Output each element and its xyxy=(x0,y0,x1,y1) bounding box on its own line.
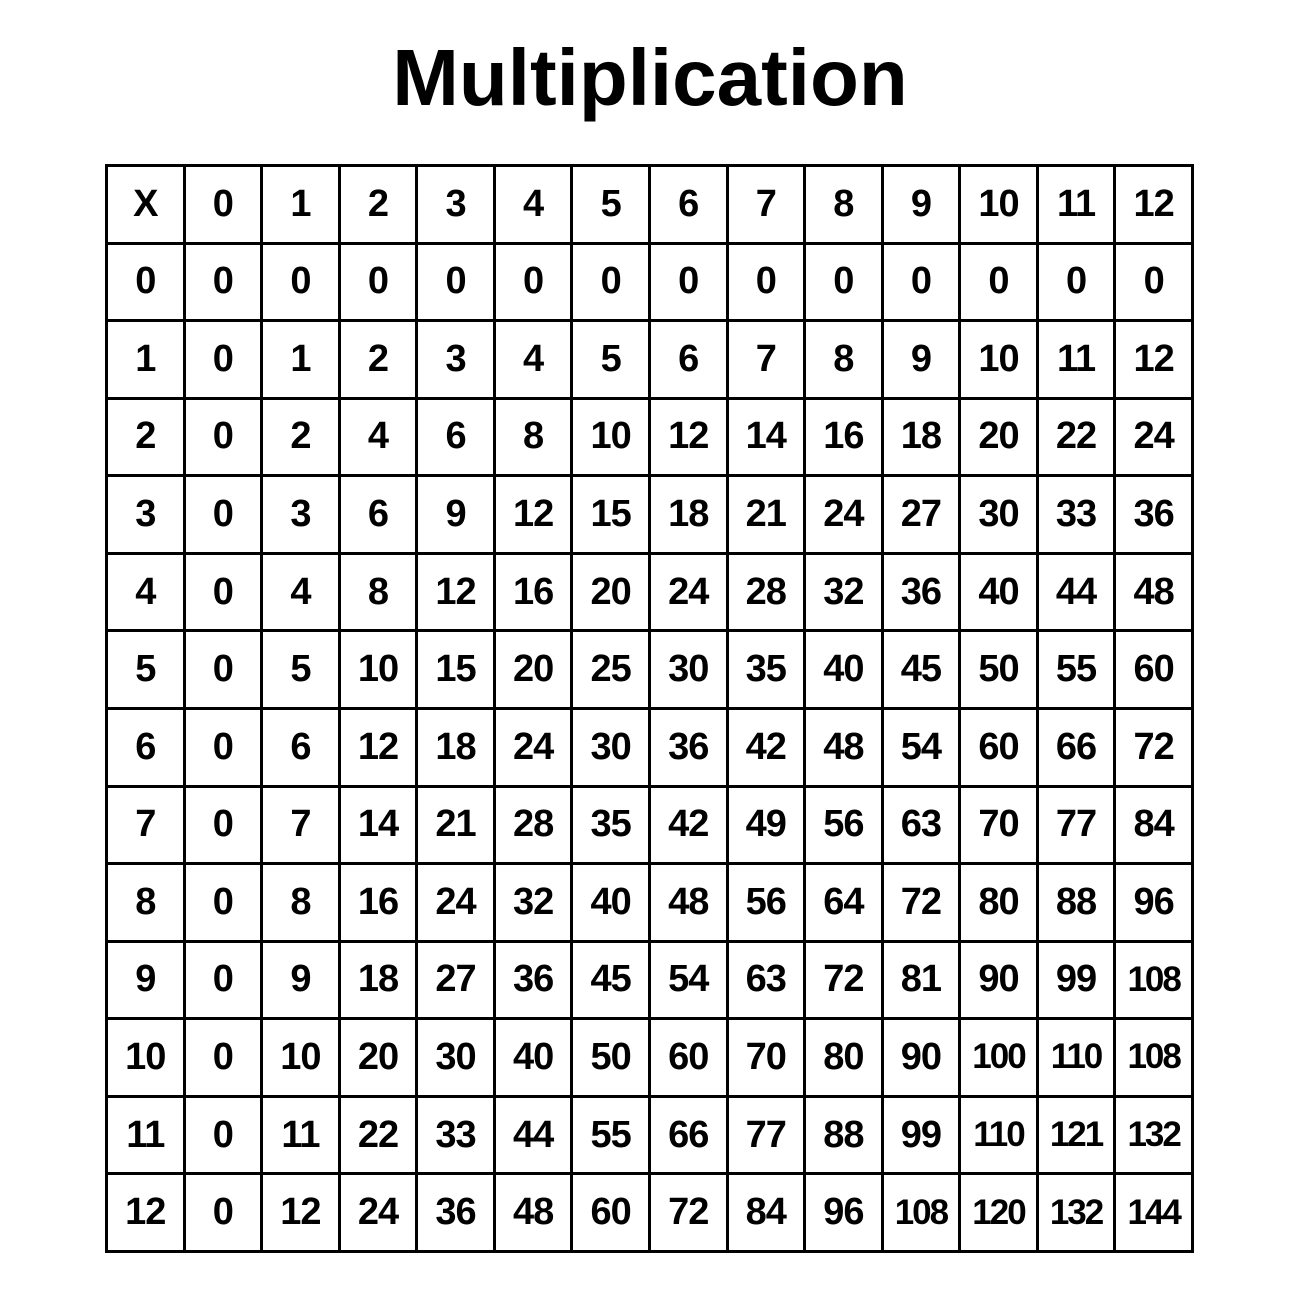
table-cell: 132 xyxy=(1115,1096,1193,1174)
table-cell: 63 xyxy=(882,786,960,864)
table-cell: 99 xyxy=(882,1096,960,1174)
table-cell: 0 xyxy=(960,243,1038,321)
table-cell: 35 xyxy=(727,631,805,709)
table-cell: 18 xyxy=(339,941,417,1019)
table-cell: 50 xyxy=(960,631,1038,709)
table-cell: 28 xyxy=(494,786,572,864)
table-cell: 33 xyxy=(1037,476,1115,554)
table-cell: 6 xyxy=(417,398,495,476)
table-cell: 36 xyxy=(494,941,572,1019)
table-cell: 49 xyxy=(727,786,805,864)
table-cell: 27 xyxy=(882,476,960,554)
table-cell: 0 xyxy=(184,398,262,476)
table-cell: 0 xyxy=(1037,243,1115,321)
table-cell: 0 xyxy=(727,243,805,321)
column-header-cell: 2 xyxy=(339,166,417,244)
row-header-cell: 8 xyxy=(107,864,185,942)
table-cell: 30 xyxy=(649,631,727,709)
table-cell: 72 xyxy=(805,941,883,1019)
table-cell: 96 xyxy=(1115,864,1193,942)
table-cell: 72 xyxy=(882,864,960,942)
table-cell: 99 xyxy=(1037,941,1115,1019)
table-cell: 9 xyxy=(882,321,960,399)
table-cell: 36 xyxy=(1115,476,1193,554)
table-cell: 12 xyxy=(339,708,417,786)
table-cell: 0 xyxy=(805,243,883,321)
table-cell: 110 xyxy=(1037,1019,1115,1097)
table-cell: 11 xyxy=(1037,321,1115,399)
table-row xyxy=(107,243,1193,321)
table-cell: 10 xyxy=(572,398,650,476)
table-cell: 0 xyxy=(184,243,262,321)
row-header-cell: 7 xyxy=(107,786,185,864)
table-cell: 0 xyxy=(184,321,262,399)
table-cell: 5 xyxy=(262,631,340,709)
table-cell: 60 xyxy=(960,708,1038,786)
table-cell: 16 xyxy=(805,398,883,476)
table-cell: 48 xyxy=(494,1174,572,1252)
table-cell: 10 xyxy=(339,631,417,709)
table-cell: 28 xyxy=(727,553,805,631)
table-cell: 4 xyxy=(494,321,572,399)
table-cell: 48 xyxy=(649,864,727,942)
table-cell: 24 xyxy=(805,476,883,554)
table-cell: 88 xyxy=(1037,864,1115,942)
table-cell: 16 xyxy=(339,864,417,942)
header-row xyxy=(107,166,1193,244)
table-cell: 21 xyxy=(727,476,805,554)
column-header-cell: 3 xyxy=(417,166,495,244)
table-cell: 8 xyxy=(805,321,883,399)
table-cell: 63 xyxy=(727,941,805,1019)
table-cell: 30 xyxy=(960,476,1038,554)
table-cell: 132 xyxy=(1037,1174,1115,1252)
table-cell: 55 xyxy=(572,1096,650,1174)
table-cell: 0 xyxy=(184,1096,262,1174)
column-header-cell: 10 xyxy=(960,166,1038,244)
table-cell: 8 xyxy=(339,553,417,631)
table-row xyxy=(107,864,1193,942)
table-cell: 0 xyxy=(649,243,727,321)
table-cell: 0 xyxy=(184,1174,262,1252)
table-cell: 44 xyxy=(1037,553,1115,631)
table-cell: 32 xyxy=(805,553,883,631)
table-cell: 0 xyxy=(262,243,340,321)
column-header-cell: 1 xyxy=(262,166,340,244)
table-cell: 36 xyxy=(882,553,960,631)
table-cell: 64 xyxy=(805,864,883,942)
table-cell: 0 xyxy=(184,1019,262,1097)
multiplication-table-container xyxy=(105,164,1194,1253)
column-header-cell: 5 xyxy=(572,166,650,244)
table-cell: 50 xyxy=(572,1019,650,1097)
table-cell: 121 xyxy=(1037,1096,1115,1174)
table-cell: 56 xyxy=(805,786,883,864)
table-cell: 0 xyxy=(882,243,960,321)
table-cell: 48 xyxy=(1115,553,1193,631)
table-cell: 96 xyxy=(805,1174,883,1252)
table-cell: 27 xyxy=(417,941,495,1019)
table-cell: 54 xyxy=(649,941,727,1019)
table-row xyxy=(107,631,1193,709)
table-cell: 6 xyxy=(649,321,727,399)
table-cell: 14 xyxy=(339,786,417,864)
column-header-cell: 12 xyxy=(1115,166,1193,244)
table-cell: 22 xyxy=(339,1096,417,1174)
table-cell: 0 xyxy=(184,864,262,942)
corner-cell: X xyxy=(107,166,185,244)
table-row xyxy=(107,786,1193,864)
table-cell: 100 xyxy=(960,1019,1038,1097)
table-cell: 40 xyxy=(960,553,1038,631)
table-cell: 0 xyxy=(572,243,650,321)
table-cell: 7 xyxy=(262,786,340,864)
table-cell: 60 xyxy=(649,1019,727,1097)
table-cell: 24 xyxy=(417,864,495,942)
table-cell: 6 xyxy=(262,708,340,786)
column-header-cell: 7 xyxy=(727,166,805,244)
table-cell: 40 xyxy=(805,631,883,709)
row-header-cell: 6 xyxy=(107,708,185,786)
table-cell: 42 xyxy=(727,708,805,786)
table-row xyxy=(107,321,1193,399)
table-row xyxy=(107,398,1193,476)
page-title: Multiplication xyxy=(392,33,908,122)
table-cell: 48 xyxy=(805,708,883,786)
row-header-cell: 0 xyxy=(107,243,185,321)
table-cell: 1 xyxy=(262,321,340,399)
row-header-cell: 4 xyxy=(107,553,185,631)
table-cell: 2 xyxy=(262,398,340,476)
row-header-cell: 12 xyxy=(107,1174,185,1252)
table-cell: 22 xyxy=(1037,398,1115,476)
table-cell: 84 xyxy=(1115,786,1193,864)
table-cell: 77 xyxy=(1037,786,1115,864)
row-header-cell: 5 xyxy=(107,631,185,709)
table-cell: 14 xyxy=(727,398,805,476)
table-cell: 16 xyxy=(494,553,572,631)
table-cell: 10 xyxy=(960,321,1038,399)
table-cell: 11 xyxy=(262,1096,340,1174)
table-cell: 4 xyxy=(339,398,417,476)
table-cell: 8 xyxy=(494,398,572,476)
column-header-cell: 8 xyxy=(805,166,883,244)
table-cell: 56 xyxy=(727,864,805,942)
table-cell: 18 xyxy=(882,398,960,476)
table-cell: 9 xyxy=(417,476,495,554)
table-cell: 70 xyxy=(727,1019,805,1097)
table-cell: 12 xyxy=(1115,321,1193,399)
table-cell: 72 xyxy=(649,1174,727,1252)
table-cell: 40 xyxy=(572,864,650,942)
table-cell: 42 xyxy=(649,786,727,864)
table-cell: 30 xyxy=(417,1019,495,1097)
column-header-cell: 6 xyxy=(649,166,727,244)
table-cell: 0 xyxy=(184,553,262,631)
table-cell: 12 xyxy=(649,398,727,476)
table-cell: 15 xyxy=(572,476,650,554)
table-cell: 9 xyxy=(262,941,340,1019)
table-cell: 20 xyxy=(960,398,1038,476)
table-cell: 24 xyxy=(494,708,572,786)
table-cell: 21 xyxy=(417,786,495,864)
table-cell: 77 xyxy=(727,1096,805,1174)
table-cell: 8 xyxy=(262,864,340,942)
table-cell: 10 xyxy=(262,1019,340,1097)
row-header-cell: 2 xyxy=(107,398,185,476)
table-cell: 7 xyxy=(727,321,805,399)
table-cell: 0 xyxy=(184,941,262,1019)
row-header-cell: 3 xyxy=(107,476,185,554)
table-cell: 110 xyxy=(960,1096,1038,1174)
table-cell: 90 xyxy=(960,941,1038,1019)
table-cell: 35 xyxy=(572,786,650,864)
table-cell: 12 xyxy=(262,1174,340,1252)
table-cell: 5 xyxy=(572,321,650,399)
table-cell: 36 xyxy=(649,708,727,786)
table-cell: 88 xyxy=(805,1096,883,1174)
table-cell: 81 xyxy=(882,941,960,1019)
table-cell: 24 xyxy=(339,1174,417,1252)
table-cell: 3 xyxy=(417,321,495,399)
table-cell: 24 xyxy=(649,553,727,631)
table-row xyxy=(107,708,1193,786)
table-cell: 60 xyxy=(1115,631,1193,709)
table-row xyxy=(107,1019,1193,1097)
table-cell: 72 xyxy=(1115,708,1193,786)
table-cell: 3 xyxy=(262,476,340,554)
table-cell: 0 xyxy=(184,786,262,864)
table-cell: 40 xyxy=(494,1019,572,1097)
table-cell: 18 xyxy=(417,708,495,786)
table-cell: 70 xyxy=(960,786,1038,864)
table-row xyxy=(107,1096,1193,1174)
table-row xyxy=(107,476,1193,554)
table-row xyxy=(107,1174,1193,1252)
table-cell: 0 xyxy=(494,243,572,321)
column-header-cell: 11 xyxy=(1037,166,1115,244)
table-cell: 0 xyxy=(417,243,495,321)
table-cell: 80 xyxy=(960,864,1038,942)
table-cell: 12 xyxy=(494,476,572,554)
table-cell: 15 xyxy=(417,631,495,709)
table-cell: 18 xyxy=(649,476,727,554)
table-cell: 45 xyxy=(572,941,650,1019)
table-row xyxy=(107,553,1193,631)
multiplication-table xyxy=(105,164,1194,1253)
column-header-cell: 4 xyxy=(494,166,572,244)
table-cell: 60 xyxy=(572,1174,650,1252)
table-cell: 66 xyxy=(1037,708,1115,786)
table-cell: 80 xyxy=(805,1019,883,1097)
table-cell: 144 xyxy=(1115,1174,1193,1252)
table-cell: 0 xyxy=(1115,243,1193,321)
column-header-cell: 9 xyxy=(882,166,960,244)
column-header-cell: 0 xyxy=(184,166,262,244)
table-cell: 0 xyxy=(184,476,262,554)
table-cell: 12 xyxy=(417,553,495,631)
table-cell: 84 xyxy=(727,1174,805,1252)
table-cell: 25 xyxy=(572,631,650,709)
table-cell: 2 xyxy=(339,321,417,399)
table-cell: 36 xyxy=(417,1174,495,1252)
table-cell: 120 xyxy=(960,1174,1038,1252)
table-cell: 30 xyxy=(572,708,650,786)
row-header-cell: 9 xyxy=(107,941,185,1019)
table-cell: 66 xyxy=(649,1096,727,1174)
row-header-cell: 1 xyxy=(107,321,185,399)
table-cell: 24 xyxy=(1115,398,1193,476)
table-cell: 45 xyxy=(882,631,960,709)
table-row xyxy=(107,941,1193,1019)
table-cell: 108 xyxy=(1115,1019,1193,1097)
table-cell: 0 xyxy=(184,631,262,709)
table-cell: 90 xyxy=(882,1019,960,1097)
table-cell: 44 xyxy=(494,1096,572,1174)
table-cell: 20 xyxy=(339,1019,417,1097)
table-cell: 33 xyxy=(417,1096,495,1174)
table-cell: 20 xyxy=(572,553,650,631)
table-cell: 32 xyxy=(494,864,572,942)
table-cell: 55 xyxy=(1037,631,1115,709)
row-header-cell: 11 xyxy=(107,1096,185,1174)
table-cell: 6 xyxy=(339,476,417,554)
table-cell: 54 xyxy=(882,708,960,786)
table-cell: 20 xyxy=(494,631,572,709)
table-cell: 0 xyxy=(184,708,262,786)
table-cell: 4 xyxy=(262,553,340,631)
table-cell: 108 xyxy=(1115,941,1193,1019)
row-header-cell: 10 xyxy=(107,1019,185,1097)
table-cell: 108 xyxy=(882,1174,960,1252)
table-body xyxy=(107,166,1193,1252)
table-cell: 0 xyxy=(339,243,417,321)
